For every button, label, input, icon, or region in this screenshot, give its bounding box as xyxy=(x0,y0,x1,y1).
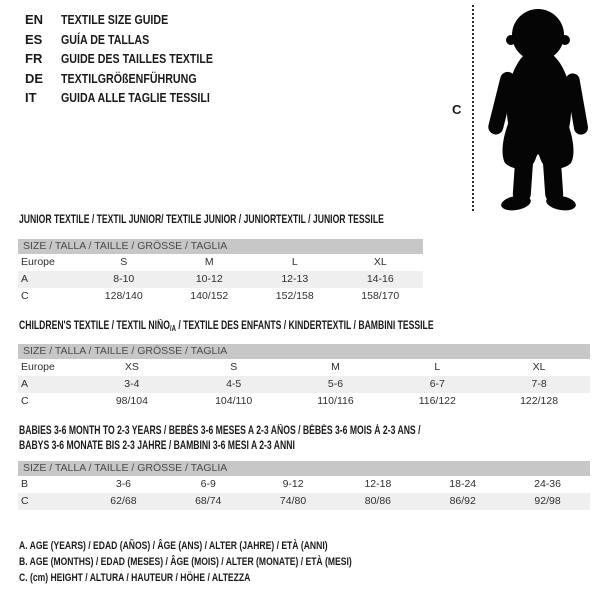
baby-figure xyxy=(450,5,600,215)
table-header-bar xyxy=(18,239,423,254)
section-title-text xyxy=(19,319,434,336)
footnote-text: C. (cm) HEIGHT / ALTURA / HAUTEUR / HÖHE / ALTEZZA xyxy=(19,572,251,584)
row-label: Europe xyxy=(21,361,55,373)
table-cell: 110/116 xyxy=(317,395,354,407)
table-cell: 80/86 xyxy=(364,495,392,507)
language-code: ES xyxy=(25,31,43,47)
table-cell: XL xyxy=(373,256,387,268)
table-cell: 86/92 xyxy=(449,495,476,507)
table-cell: 6-7 xyxy=(429,378,445,390)
row-label: B xyxy=(21,478,29,490)
table-cell: 62/68 xyxy=(110,495,137,507)
table-cell: 152/158 xyxy=(275,290,314,302)
table-cell: 3-6 xyxy=(115,478,131,490)
table-cell: 4-5 xyxy=(226,378,242,390)
table-cell: 14-16 xyxy=(366,273,394,285)
height-measure-line xyxy=(472,5,474,211)
language-row-es xyxy=(25,30,246,50)
table-row-europe xyxy=(18,254,423,271)
table-cell: S xyxy=(230,361,238,373)
section-title-text: JUNIOR TEXTILE / TEXTIL JUNIOR/ TEXTILE JUNIOR / JUNIORTEXTIL / JUNIOR TESSILE xyxy=(19,214,384,226)
table-cell: 10-12 xyxy=(195,273,223,285)
table-cell: 3-4 xyxy=(124,378,140,390)
language-title: TEXTILGRÖßENFÜHRUNG xyxy=(61,70,197,86)
table-cell: 9-12 xyxy=(282,478,304,490)
language-row-it xyxy=(25,88,246,108)
table-row-height xyxy=(18,493,590,510)
table-cell: 7-8 xyxy=(531,378,547,390)
table-row-europe xyxy=(18,359,590,376)
table-cell: XS xyxy=(124,361,139,373)
table-cell: 128/140 xyxy=(104,290,143,302)
footnote-text: A. AGE (YEARS) / EDAD (AÑOS) / ÂGE (ANS) / ALTER (JAHRE) / ETÀ (ANNI) xyxy=(19,540,328,552)
language-code: IT xyxy=(25,90,37,105)
table-row-age xyxy=(18,376,590,393)
size-header-label: SIZE / TALLA / TAILLE / GRÖSSE / TAGLIA xyxy=(23,462,228,474)
section-title-junior xyxy=(19,212,505,227)
table-row-height xyxy=(18,288,423,305)
table-cell: 116/122 xyxy=(418,395,456,407)
table-cell: 74/80 xyxy=(279,495,307,507)
language-code: FR xyxy=(25,51,43,66)
size-header-label: SIZE / TALLA / TAILLE / GRÖSSE / TAGLIA xyxy=(23,240,228,252)
row-label: C xyxy=(21,290,29,302)
table-cell: 5-6 xyxy=(327,378,344,390)
size-header-label: SIZE / TALLA / TAILLE / GRÖSSE / TAGLIA xyxy=(23,345,228,357)
table-row-age xyxy=(18,271,423,288)
language-row-fr xyxy=(25,49,246,69)
footnotes xyxy=(19,537,446,585)
table-cell: 122/128 xyxy=(520,395,559,407)
table-cell: 12-18 xyxy=(364,478,392,490)
section-title-children xyxy=(19,318,572,336)
language-title: GUIDE DES TAILLES TEXTILE xyxy=(61,51,214,66)
babies-size-table xyxy=(18,461,590,510)
table-cell: 92/98 xyxy=(534,495,561,507)
row-label: C xyxy=(21,395,29,407)
title-subscript: /A xyxy=(169,324,176,333)
height-label-c: C xyxy=(452,102,462,117)
footnote-a xyxy=(19,537,446,553)
table-cell: M xyxy=(331,361,340,373)
table-cell: 6-9 xyxy=(200,478,216,490)
language-row-de xyxy=(25,69,246,89)
table-cell: 158/170 xyxy=(361,290,400,302)
table-cell: M xyxy=(204,256,214,268)
language-title: GUIDA ALLE TAGLIE TESSILI xyxy=(61,90,210,105)
table-cell: 98/104 xyxy=(115,395,148,407)
footnote-b xyxy=(19,553,446,569)
row-label: A xyxy=(21,273,29,285)
title-suffix: / TEXTILE DES ENFANTS / KINDERTEXTIL / BAMBINI TESSILE xyxy=(175,320,434,332)
table-row-height xyxy=(18,393,590,410)
footnote-text: B. AGE (MONTHS) / EDAD (MESES) / ÂGE (MOIS) / ALTER (MONATE) / ETÀ (MESI) xyxy=(19,556,352,568)
section-title-line1: BABIES 3-6 MONTH TO 2-3 YEARS / BEBÉS 3-6 MESES A 2-3 AÑOS / BÉBÉS 3-6 MOIS À 2-3 ANS / xyxy=(19,425,421,437)
language-list xyxy=(25,10,246,108)
table-header-bar xyxy=(18,461,590,476)
table-cell: 68/74 xyxy=(195,495,222,507)
children-size-table xyxy=(18,344,590,410)
table-cell: 12-13 xyxy=(281,273,309,285)
table-cell: 8-10 xyxy=(113,273,135,285)
language-code: DE xyxy=(25,70,44,86)
table-header-bar xyxy=(18,344,590,359)
table-cell: XL xyxy=(532,361,546,373)
row-label: Europe xyxy=(21,256,55,268)
title-prefix: CHILDREN'S TEXTILE / TEXTIL NIÑO xyxy=(19,320,170,332)
table-cell: S xyxy=(120,256,128,268)
row-label: C xyxy=(21,495,29,507)
language-row-en xyxy=(25,10,246,30)
table-cell: 18-24 xyxy=(449,478,477,490)
table-cell: 104/110 xyxy=(215,395,253,407)
footnote-c xyxy=(19,569,446,585)
table-cell: L xyxy=(291,256,298,268)
language-title: TEXTILE SIZE GUIDE xyxy=(61,12,169,27)
table-cell: 24-36 xyxy=(534,478,561,490)
table-cell: L xyxy=(434,361,441,373)
section-title-line2: BABYS 3-6 MONATE BIS 2-3 JAHRE / BAMBINI 3-6 MESI A 2-3 ANNI xyxy=(19,440,295,452)
section-title-babies xyxy=(19,423,554,453)
language-code: EN xyxy=(25,12,44,27)
junior-size-table xyxy=(18,239,423,305)
table-cell: 140/152 xyxy=(190,290,229,302)
language-title: GUÍA DE TALLAS xyxy=(61,31,150,47)
table-row-months xyxy=(18,476,590,493)
baby-silhouette xyxy=(486,7,592,212)
row-label: A xyxy=(21,378,29,390)
